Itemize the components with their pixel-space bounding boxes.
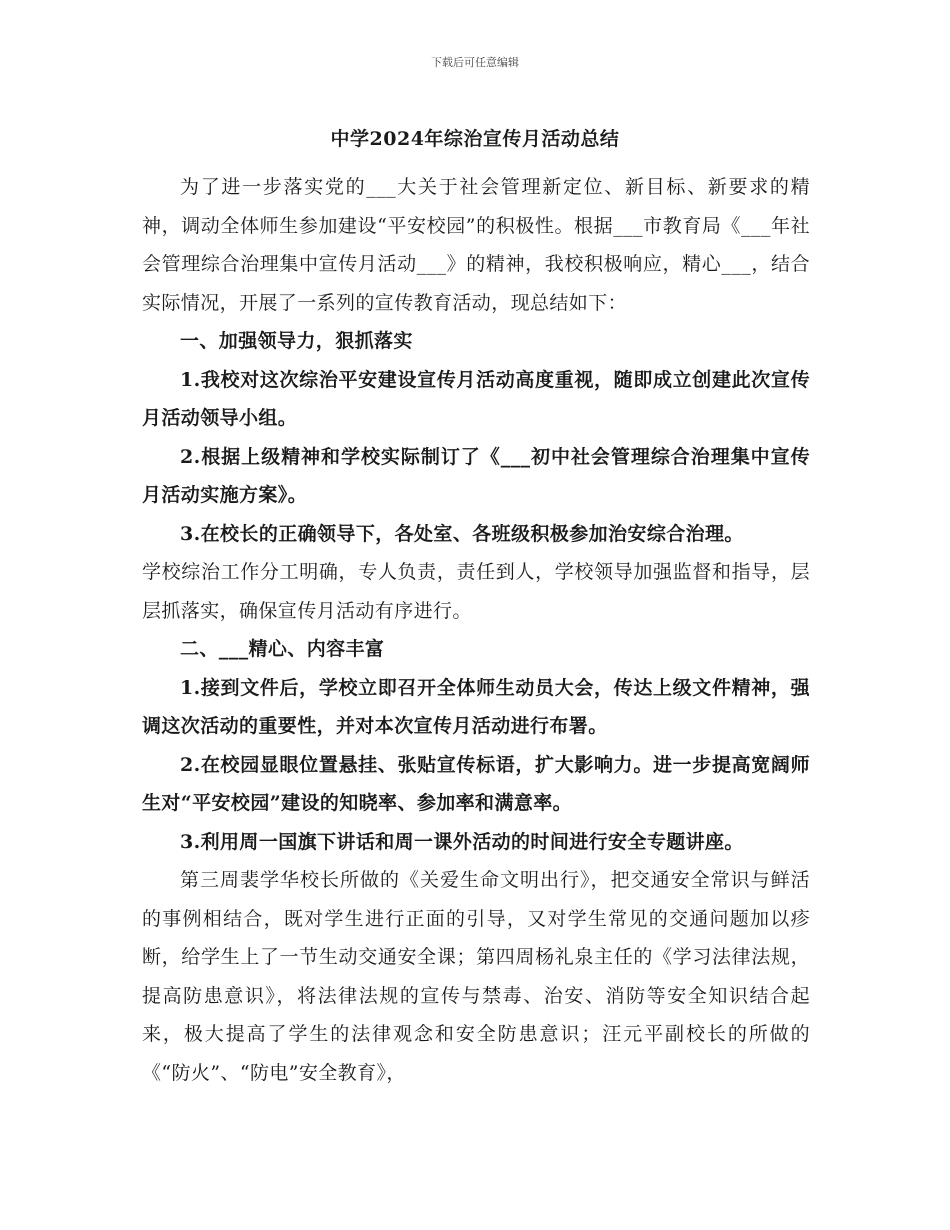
document-title: 中学2024年综治宣传月活动总结 (330, 128, 620, 150)
section-1-item-3: 3.在校长的正确领导下，各处室、各班级积极参加治安综合治理。 (180, 522, 744, 545)
section-2-item-3: 3.利用周一国旗下讲话和周一课外活动的时间进行安全专题讲座。 (180, 830, 744, 853)
document-body (142, 168, 810, 1092)
section-2-item-1: 1.接到文件后，学校立即召开全体师生动员大会，传达上级文件精神，强调这次活动的重要性，并对本次宣传月活动进行布署。 (142, 676, 810, 737)
section-2-item-2: 2.在校园显眼位置悬挂、张贴宣传标语，扩大影响力。进一步提高宽阔师生对“平安校园”建设的知晓率、参加率和满意率。 (142, 753, 810, 814)
section-1-item-1: 1.我校对这次综治平安建设宣传月活动高度重视，随即成立创建此次宣传月活动领导小组。 (142, 368, 810, 429)
section-1-item-3-detail: 学校综治工作分工明确，专人负责，责任到人，学校领导加强监督和指导，层层抓落实，确保宣传月活动有序进行。 (142, 561, 810, 622)
section-1-item-2: 2.根据上级精神和学校实际制订了《___初中社会管理综合治理集中宣传月活动实施方案》。 (142, 445, 810, 506)
intro-paragraph: 为了进一步落实党的___大关于社会管理新定位、新目标、新要求的精神，调动全体师生参加建设“平安校园”的积极性。根据___市教育局《___年社会管理综合治理集中宣传月活动___》的精神，我校积极响应，精心___，结合实际情况，开展了一系列的宣传教育活动，现总结如下： (142, 176, 810, 314)
lecture-details-paragraph: 第三周裴学华校长所做的《关爱生命文明出行》，把交通安全常识与鲜活的事例相结合，既对学生进行正面的引导，又对学生常见的交通问题加以疹断，给学生上了一节生动交通安全课；第四周杨礼泉主任的《学习法律法规，提高防患意识》，将法律法规的宣传与禁毒、治安、消防等安全知识结合起来，极大提高了学生的法律观念和安全防患意识；汪元平副校长的所做的《“防火”、“防电”安全教育》， (142, 869, 810, 1084)
section-heading-2: 二、___精心、内容丰富 (180, 638, 385, 660)
page-header-note: 下载后可任意编辑 (431, 56, 519, 69)
section-heading-1: 一、加强领导力，狠抓落实 (180, 330, 413, 352)
